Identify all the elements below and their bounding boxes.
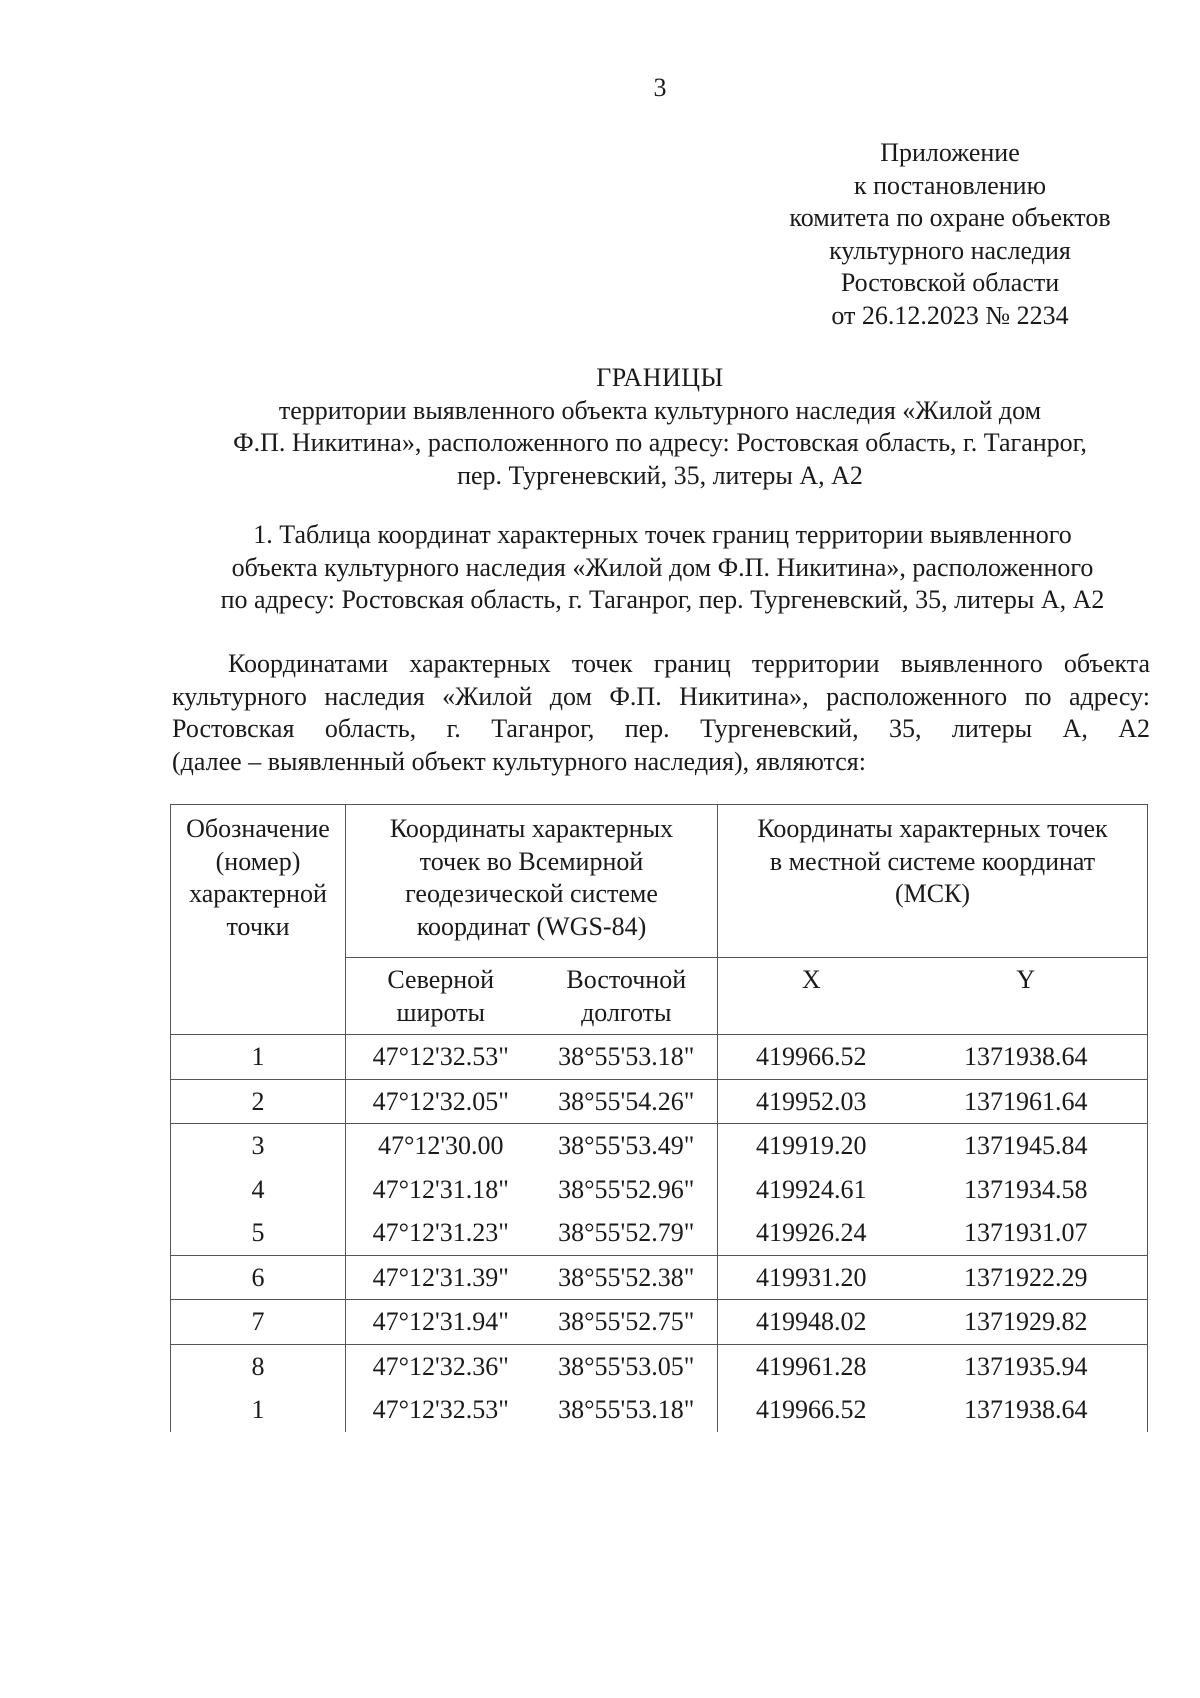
document-title — [170, 362, 1150, 492]
cell-north: 47°12'32.53" — [346, 1035, 536, 1080]
header-x: X — [718, 958, 905, 1035]
header-wgs84: Координаты характерных точек во Всемирной геодезической системе координат (WGS-84) — [346, 805, 718, 958]
cell-east: 38°55'52.75" — [536, 1300, 718, 1345]
table-row — [171, 1255, 1148, 1300]
cell-point: 1 — [171, 1388, 346, 1432]
appendix-block — [730, 137, 1170, 332]
appendix-line: культурного наследия — [829, 235, 1071, 265]
cell-x: 419966.52 — [718, 1035, 905, 1080]
section-line: 1. Таблица координат характерных точек границ территории выявленного — [253, 520, 1072, 549]
coordinates-table — [170, 804, 1148, 1432]
table-row — [171, 1211, 1148, 1255]
cell-north: 47°12'30.00 — [346, 1124, 536, 1168]
title-line: Ф.П. Никитина», расположенного по адресу: Ростовская область, г. Таганрог, — [233, 428, 1087, 457]
paragraph-line: Координатами характерных точек границ территории выявленного объекта — [228, 649, 1150, 678]
cell-point: 1 — [171, 1035, 346, 1080]
paragraph-line: Ростовская область, г. Таганрог, пер. Тургеневский, 35, литеры А, А2 — [172, 714, 1150, 743]
cell-x: 419952.03 — [718, 1079, 905, 1124]
paragraph-line: культурного наследия «Жилой дом Ф.П. Никитина», расположенного по адресу: — [172, 681, 1150, 711]
cell-north: 47°12'31.18" — [346, 1168, 536, 1212]
body-paragraph — [172, 648, 1150, 778]
cell-north: 47°12'31.23" — [346, 1211, 536, 1255]
table-row — [171, 1079, 1148, 1124]
cell-east: 38°55'52.38" — [536, 1255, 718, 1300]
cell-x: 419924.61 — [718, 1168, 905, 1212]
cell-y: 1371934.58 — [905, 1168, 1148, 1212]
cell-point: 5 — [171, 1211, 346, 1255]
cell-y: 1371929.82 — [905, 1300, 1148, 1345]
page-number: 3 — [653, 73, 667, 102]
title-line: территории выявленного объекта культурного наследия «Жилой дом — [278, 395, 1042, 425]
table-row — [171, 1388, 1148, 1432]
cell-x: 419961.28 — [718, 1344, 905, 1388]
cell-east: 38°55'53.18" — [536, 1035, 718, 1080]
cell-x: 419926.24 — [718, 1211, 905, 1255]
cell-point: 8 — [171, 1344, 346, 1388]
section-line: объекта культурного наследия «Жилой дом Ф.П. Никитина», расположенного — [231, 552, 1094, 582]
appendix-line: Ростовской области — [840, 268, 1060, 297]
header-msk: Координаты характерных точек в местной системе координат (МСК) — [718, 805, 1148, 958]
cell-y: 1371938.64 — [905, 1035, 1148, 1080]
cell-point: 4 — [171, 1168, 346, 1212]
cell-x: 419948.02 — [718, 1300, 905, 1345]
table-row — [171, 1344, 1148, 1388]
appendix-date-number: от 26.12.2023 № 2234 — [831, 300, 1069, 330]
cell-north: 47°12'32.36" — [346, 1344, 536, 1388]
cell-y: 1371931.07 — [905, 1211, 1148, 1255]
cell-east: 38°55'52.79" — [558, 1218, 695, 1247]
cell-x: 419966.52 — [718, 1388, 905, 1432]
cell-east: 38°55'53.05" — [536, 1344, 718, 1388]
section-heading — [170, 519, 1155, 617]
cell-north: 47°12'31.94" — [346, 1300, 536, 1345]
header-east-longitude: Восточной долготы — [536, 958, 718, 1035]
section-line: по адресу: Ростовская область, г. Таганрог, пер. Тургеневский, 35, литеры А, А2 — [220, 585, 1105, 614]
table-row — [171, 1168, 1148, 1212]
cell-y: 1371922.29 — [905, 1255, 1148, 1300]
cell-y: 1371961.64 — [905, 1079, 1148, 1124]
table-row — [171, 1300, 1148, 1345]
paragraph-line: (далее – выявленный объект культурного наследия), являются: — [172, 746, 866, 776]
cell-north: 47°12'32.05" — [346, 1079, 536, 1124]
title-heading: ГРАНИЦЫ — [596, 363, 724, 392]
appendix-line: комитета по охране объектов — [789, 203, 1111, 232]
title-line: пер. Тургеневский, 35, литеры А, А2 — [457, 460, 863, 490]
appendix-line: Приложение — [880, 138, 1020, 167]
header-north-latitude: Северной широты — [346, 958, 536, 1035]
table-row — [171, 1035, 1148, 1080]
cell-y: 1371935.94 — [905, 1344, 1148, 1388]
cell-east: 38°55'54.26" — [536, 1079, 718, 1124]
cell-east: 38°55'53.18" — [558, 1395, 695, 1424]
header-y: Y — [905, 958, 1148, 1035]
cell-point: 3 — [171, 1124, 346, 1168]
cell-y: 1371945.84 — [905, 1124, 1148, 1168]
cell-point: 6 — [171, 1255, 346, 1300]
cell-east: 38°55'52.96" — [558, 1174, 695, 1204]
cell-east: 38°55'53.49" — [536, 1124, 718, 1168]
cell-y: 1371938.64 — [905, 1388, 1148, 1432]
appendix-line: к постановлению — [853, 170, 1047, 200]
cell-north: 47°12'31.39" — [346, 1255, 536, 1300]
cell-point: 7 — [171, 1300, 346, 1345]
cell-north: 47°12'32.53" — [346, 1388, 536, 1432]
cell-point: 2 — [171, 1079, 346, 1124]
cell-x: 419919.20 — [718, 1124, 905, 1168]
header-point: Обозначение (номер) характерной точки — [171, 805, 346, 1035]
cell-x: 419931.20 — [718, 1255, 905, 1300]
table-row — [171, 1124, 1148, 1168]
